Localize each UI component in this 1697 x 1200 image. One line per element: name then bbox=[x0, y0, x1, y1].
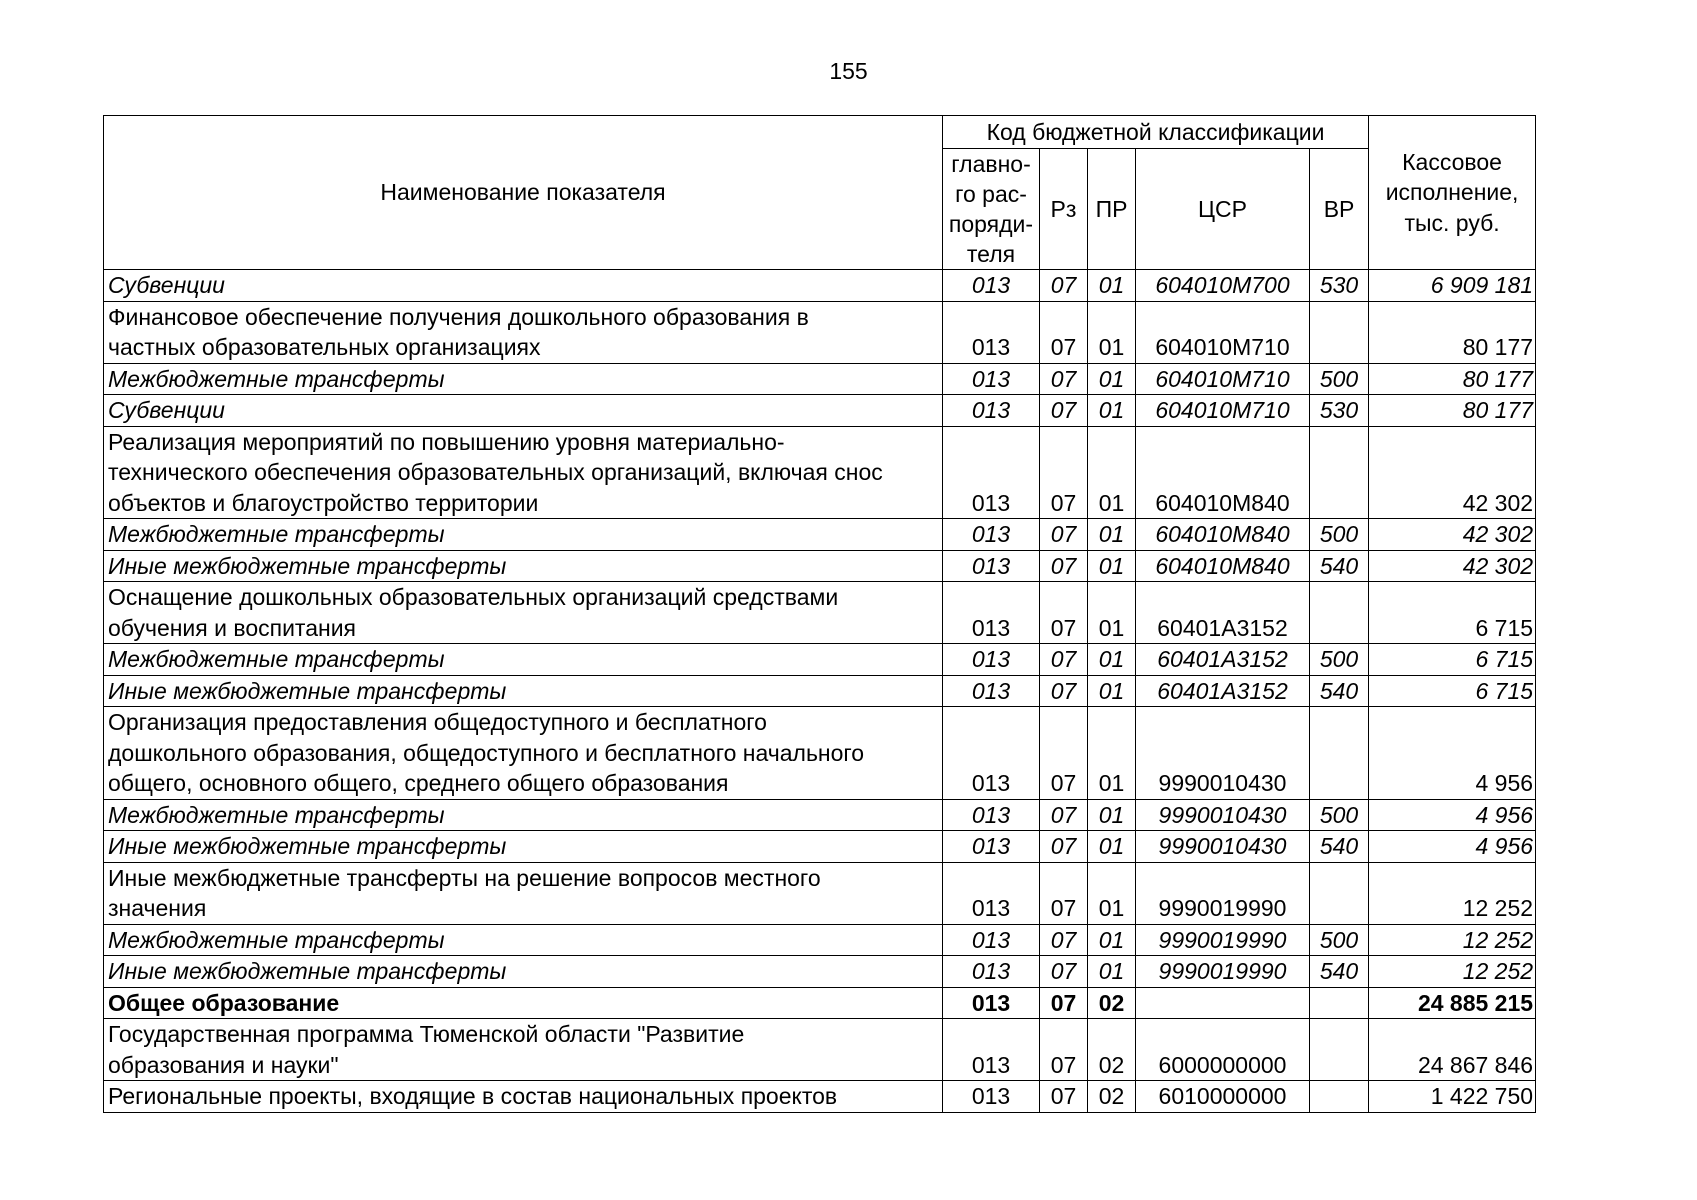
cell-name bbox=[104, 363, 943, 395]
table-row bbox=[104, 270, 1536, 302]
cell-name bbox=[104, 644, 943, 676]
table-row bbox=[104, 644, 1536, 676]
cell-rz: 07 bbox=[1040, 924, 1088, 956]
cell-rz: 07 bbox=[1040, 519, 1088, 551]
table-row bbox=[104, 799, 1536, 831]
table-row bbox=[104, 987, 1536, 1019]
cell-name bbox=[104, 395, 943, 427]
cell-vr bbox=[1310, 862, 1369, 924]
cell-name-line: Оснащение дошкольных образовательных организаций средствами bbox=[108, 584, 839, 610]
cell-name-line: объектов и благоустройство территории bbox=[108, 489, 539, 516]
cell-vr bbox=[1310, 426, 1369, 519]
cell-rz: 07 bbox=[1040, 301, 1088, 363]
cell-csr: 604010М840 bbox=[1136, 550, 1310, 582]
table-row bbox=[104, 395, 1536, 427]
cell-name bbox=[104, 831, 943, 863]
table-body bbox=[104, 270, 1536, 1113]
cell-rz: 07 bbox=[1040, 426, 1088, 519]
cell-name-line: частных образовательных организациях bbox=[108, 334, 541, 360]
cell-csr: 9990010430 bbox=[1136, 799, 1310, 831]
cell-csr: 9990019990 bbox=[1136, 956, 1310, 988]
table-row bbox=[104, 550, 1536, 582]
cell-pr: 01 bbox=[1088, 363, 1136, 395]
cell-vr: 540 bbox=[1310, 831, 1369, 863]
cell-vr: 530 bbox=[1310, 395, 1369, 427]
table-row bbox=[104, 301, 1536, 363]
cell-csr: 60401А3152 bbox=[1136, 644, 1310, 676]
cell-vr: 540 bbox=[1310, 550, 1369, 582]
cell-amount: 80 177 bbox=[1369, 395, 1536, 427]
cell-amount: 6 715 bbox=[1369, 582, 1536, 644]
cell-name bbox=[104, 301, 943, 363]
cell-pr: 01 bbox=[1088, 301, 1136, 363]
cell-grbs: 013 bbox=[943, 1081, 1040, 1113]
cell-pr: 01 bbox=[1088, 395, 1136, 427]
cell-name bbox=[104, 924, 943, 956]
cell-name-line: Реализация мероприятий по повышению уровня материально- bbox=[108, 428, 785, 455]
table-row bbox=[104, 519, 1536, 551]
cell-vr bbox=[1310, 582, 1369, 644]
cell-csr: 604010М840 bbox=[1136, 426, 1310, 519]
cell-grbs: 013 bbox=[943, 956, 1040, 988]
cell-grbs: 013 bbox=[943, 831, 1040, 863]
cell-amount: 12 252 bbox=[1369, 956, 1536, 988]
cell-csr: 6000000000 bbox=[1136, 1019, 1310, 1081]
cell-grbs: 013 bbox=[943, 550, 1040, 582]
cell-grbs: 013 bbox=[943, 363, 1040, 395]
cell-grbs: 013 bbox=[943, 987, 1040, 1019]
cell-vr: 540 bbox=[1310, 956, 1369, 988]
cell-name-line: образования и науки" bbox=[108, 1051, 339, 1078]
cell-grbs: 013 bbox=[943, 519, 1040, 551]
cell-csr: 604010М710 bbox=[1136, 301, 1310, 363]
cell-csr: 9990019990 bbox=[1136, 862, 1310, 924]
cell-name bbox=[104, 1081, 943, 1113]
header-grbs: главно- го рас- поряди- теля bbox=[943, 149, 1040, 270]
cell-grbs: 013 bbox=[943, 707, 1040, 800]
cell-name-line: Межбюджетные трансферты bbox=[108, 646, 445, 672]
header-amount: Кассовое исполнение, тыс. руб. bbox=[1369, 116, 1536, 270]
header-kbk-group: Код бюджетной классификации bbox=[943, 116, 1369, 149]
cell-pr: 01 bbox=[1088, 270, 1136, 302]
cell-name-line: Иные межбюджетные трансферты на решение вопросов местного bbox=[108, 864, 821, 891]
cell-name bbox=[104, 550, 943, 582]
cell-pr: 01 bbox=[1088, 799, 1136, 831]
cell-name-line: Финансовое обеспечение получения дошкольного образования в bbox=[108, 303, 809, 330]
budget-table bbox=[103, 115, 1536, 1113]
cell-amount: 4 956 bbox=[1369, 831, 1536, 863]
cell-vr: 500 bbox=[1310, 924, 1369, 956]
cell-csr: 604010М840 bbox=[1136, 519, 1310, 551]
cell-amount: 1 422 750 bbox=[1369, 1081, 1536, 1113]
table-row bbox=[104, 956, 1536, 988]
cell-pr: 02 bbox=[1088, 1081, 1136, 1113]
cell-rz: 07 bbox=[1040, 1081, 1088, 1113]
cell-grbs: 013 bbox=[943, 924, 1040, 956]
cell-csr: 60401А3152 bbox=[1136, 675, 1310, 707]
header-csr: ЦСР bbox=[1136, 149, 1310, 270]
cell-pr: 01 bbox=[1088, 956, 1136, 988]
cell-pr: 01 bbox=[1088, 519, 1136, 551]
cell-pr: 01 bbox=[1088, 707, 1136, 800]
header-name: Наименование показателя bbox=[104, 116, 943, 270]
cell-name-line: Иные межбюджетные трансферты bbox=[108, 552, 507, 579]
cell-pr: 01 bbox=[1088, 550, 1136, 582]
cell-rz: 07 bbox=[1040, 644, 1088, 676]
cell-name bbox=[104, 675, 943, 707]
cell-amount: 80 177 bbox=[1369, 363, 1536, 395]
cell-rz: 07 bbox=[1040, 582, 1088, 644]
cell-pr: 01 bbox=[1088, 831, 1136, 863]
cell-grbs: 013 bbox=[943, 799, 1040, 831]
cell-pr: 01 bbox=[1088, 924, 1136, 956]
cell-pr: 01 bbox=[1088, 862, 1136, 924]
page-number: 155 bbox=[829, 58, 868, 84]
cell-name-line: технического обеспечения образовательных организаций, включая снос bbox=[108, 459, 883, 485]
cell-name-line: Организация предоставления общедоступного и бесплатного bbox=[108, 709, 767, 735]
cell-vr: 500 bbox=[1310, 799, 1369, 831]
cell-amount: 12 252 bbox=[1369, 924, 1536, 956]
cell-vr bbox=[1310, 301, 1369, 363]
cell-rz: 07 bbox=[1040, 707, 1088, 800]
table-row bbox=[104, 675, 1536, 707]
cell-csr: 9990010430 bbox=[1136, 707, 1310, 800]
cell-pr: 02 bbox=[1088, 1019, 1136, 1081]
header-vr: ВР bbox=[1310, 149, 1369, 270]
table-header bbox=[104, 116, 1536, 270]
cell-name-line: Межбюджетные трансферты bbox=[108, 365, 445, 392]
cell-name-line: обучения и воспитания bbox=[108, 614, 356, 641]
cell-grbs: 013 bbox=[943, 644, 1040, 676]
cell-grbs: 013 bbox=[943, 862, 1040, 924]
cell-name-line: Общее образование bbox=[108, 989, 340, 1016]
cell-pr: 01 bbox=[1088, 426, 1136, 519]
table-row bbox=[104, 426, 1536, 519]
cell-csr: 9990019990 bbox=[1136, 924, 1310, 956]
cell-name-line: общего, основного общего, среднего общего образования bbox=[108, 770, 729, 796]
cell-name bbox=[104, 582, 943, 644]
cell-amount: 6 909 181 bbox=[1369, 270, 1536, 302]
cell-name bbox=[104, 956, 943, 988]
cell-vr bbox=[1310, 1019, 1369, 1081]
cell-grbs: 013 bbox=[943, 675, 1040, 707]
cell-vr: 500 bbox=[1310, 644, 1369, 676]
cell-name-line: Государственная программа Тюменской области "Развитие bbox=[108, 1021, 745, 1047]
cell-csr bbox=[1136, 987, 1310, 1019]
table-row bbox=[104, 831, 1536, 863]
cell-pr: 02 bbox=[1088, 987, 1136, 1019]
cell-rz: 07 bbox=[1040, 862, 1088, 924]
table-row bbox=[104, 1081, 1536, 1113]
cell-name-line: Иные межбюджетные трансферты bbox=[108, 833, 507, 859]
cell-name-line: Иные межбюджетные трансферты bbox=[108, 958, 507, 984]
cell-csr: 604010М710 bbox=[1136, 363, 1310, 395]
cell-amount: 24 885 215 bbox=[1369, 987, 1536, 1019]
cell-name-line: Субвенции bbox=[108, 272, 225, 298]
cell-vr: 500 bbox=[1310, 519, 1369, 551]
cell-vr bbox=[1310, 707, 1369, 800]
cell-amount: 6 715 bbox=[1369, 644, 1536, 676]
cell-rz: 07 bbox=[1040, 987, 1088, 1019]
cell-amount: 42 302 bbox=[1369, 519, 1536, 551]
cell-name bbox=[104, 426, 943, 519]
cell-rz: 07 bbox=[1040, 831, 1088, 863]
cell-grbs: 013 bbox=[943, 1019, 1040, 1081]
cell-vr: 540 bbox=[1310, 675, 1369, 707]
cell-name bbox=[104, 1019, 943, 1081]
cell-amount: 80 177 bbox=[1369, 301, 1536, 363]
cell-grbs: 013 bbox=[943, 270, 1040, 302]
cell-amount: 4 956 bbox=[1369, 707, 1536, 800]
cell-rz: 07 bbox=[1040, 675, 1088, 707]
table-row bbox=[104, 924, 1536, 956]
cell-csr: 604010М710 bbox=[1136, 395, 1310, 427]
cell-name-line: Региональные проекты, входящие в состав национальных проектов bbox=[108, 1083, 838, 1109]
cell-amount: 12 252 bbox=[1369, 862, 1536, 924]
cell-rz: 07 bbox=[1040, 1019, 1088, 1081]
cell-name-line: Межбюджетные трансферты bbox=[108, 801, 445, 828]
cell-csr: 9990010430 bbox=[1136, 831, 1310, 863]
cell-amount: 4 956 bbox=[1369, 799, 1536, 831]
cell-pr: 01 bbox=[1088, 582, 1136, 644]
cell-vr bbox=[1310, 987, 1369, 1019]
cell-name bbox=[104, 799, 943, 831]
cell-name bbox=[104, 270, 943, 302]
cell-csr: 604010М700 bbox=[1136, 270, 1310, 302]
cell-rz: 07 bbox=[1040, 395, 1088, 427]
table-row bbox=[104, 862, 1536, 924]
cell-grbs: 013 bbox=[943, 395, 1040, 427]
cell-pr: 01 bbox=[1088, 644, 1136, 676]
cell-name bbox=[104, 519, 943, 551]
cell-amount: 42 302 bbox=[1369, 426, 1536, 519]
cell-rz: 07 bbox=[1040, 799, 1088, 831]
cell-csr: 60401А3152 bbox=[1136, 582, 1310, 644]
cell-vr: 530 bbox=[1310, 270, 1369, 302]
cell-amount: 24 867 846 bbox=[1369, 1019, 1536, 1081]
table-row bbox=[104, 1019, 1536, 1081]
cell-name-line: Межбюджетные трансферты bbox=[108, 521, 445, 547]
cell-rz: 07 bbox=[1040, 363, 1088, 395]
table-row bbox=[104, 707, 1536, 800]
table-row bbox=[104, 363, 1536, 395]
cell-grbs: 013 bbox=[943, 301, 1040, 363]
cell-vr: 500 bbox=[1310, 363, 1369, 395]
cell-rz: 07 bbox=[1040, 956, 1088, 988]
cell-grbs: 013 bbox=[943, 426, 1040, 519]
cell-rz: 07 bbox=[1040, 270, 1088, 302]
header-rz: Рз bbox=[1040, 149, 1088, 270]
cell-grbs: 013 bbox=[943, 582, 1040, 644]
cell-csr: 6010000000 bbox=[1136, 1081, 1310, 1113]
cell-rz: 07 bbox=[1040, 550, 1088, 582]
cell-name-line: дошкольного образования, общедоступного и бесплатного начального bbox=[108, 739, 865, 766]
cell-name bbox=[104, 862, 943, 924]
header-pr: ПР bbox=[1088, 149, 1136, 270]
cell-name-line: значения bbox=[108, 895, 207, 921]
cell-amount: 6 715 bbox=[1369, 675, 1536, 707]
cell-vr bbox=[1310, 1081, 1369, 1113]
cell-name bbox=[104, 987, 943, 1019]
cell-name-line: Субвенции bbox=[108, 397, 225, 423]
table-row bbox=[104, 582, 1536, 644]
cell-name-line: Межбюджетные трансферты bbox=[108, 926, 445, 953]
cell-name bbox=[104, 707, 943, 800]
cell-name-line: Иные межбюджетные трансферты bbox=[108, 677, 507, 704]
cell-pr: 01 bbox=[1088, 675, 1136, 707]
cell-amount: 42 302 bbox=[1369, 550, 1536, 582]
